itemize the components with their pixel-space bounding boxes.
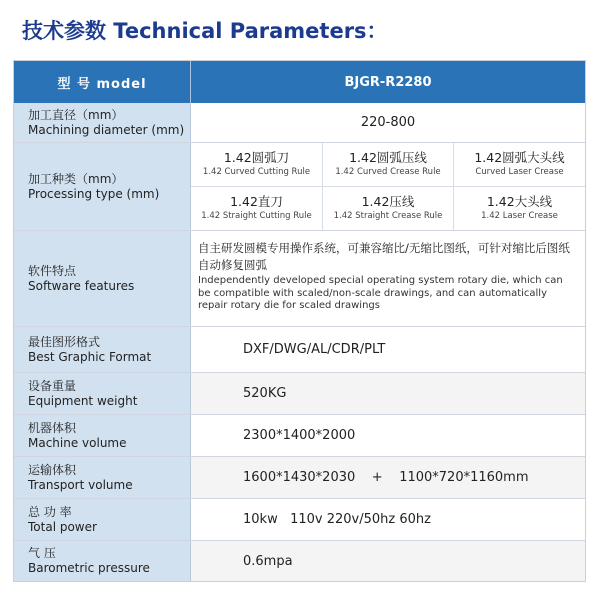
processing-type-label: [14, 143, 191, 230]
cell-zh: 1.42圆弧大头线: [474, 150, 565, 166]
processing-cell: [323, 187, 454, 231]
software-features-en: Independently developed special operating system rotary die, which can be compatible with scaled/non-scale drawings, and can automatically repair rotary die for scaled drawings: [198, 275, 563, 311]
graphic-format-label: [14, 327, 191, 372]
cell-zh: 1.42压线: [361, 194, 415, 210]
software-features-row: [14, 231, 585, 327]
machine-volume-value: 2300*1400*2000: [191, 415, 585, 456]
processing-cell: [191, 143, 323, 187]
barometric-pressure-value: 0.6mpa: [191, 541, 585, 581]
spec-table: [13, 60, 586, 582]
label-en: Barometric pressure: [28, 561, 150, 575]
machining-diameter-row: [14, 103, 585, 143]
equipment-weight-row: [14, 373, 585, 415]
total-power-row: [14, 499, 585, 541]
label-en: Total power: [28, 519, 97, 534]
barometric-pressure-label: [14, 541, 191, 581]
page-title: 技术参数 Technical Parameters：: [22, 19, 388, 43]
software-features-label: [14, 231, 191, 326]
label-zh: 最佳图形格式: [28, 334, 101, 349]
machining-diameter-label: [14, 103, 191, 142]
software-features-value: [191, 231, 585, 326]
graphic-format-row: [14, 327, 585, 373]
model-header-value: BJGR-R2280: [191, 61, 585, 103]
label-en: Transport volume: [28, 477, 133, 492]
cell-en: 1.42 Laser Crease: [481, 211, 558, 222]
table-header-row: [14, 61, 585, 103]
label-en: Software features: [28, 278, 135, 293]
total-power-value: 10kw 110v 220v/50hz 60hz: [191, 499, 585, 540]
cell-en: Curved Laser Crease: [475, 167, 564, 178]
machine-volume-label: [14, 415, 191, 456]
label-zh: 加工种类（mm）: [28, 171, 124, 186]
label-en: Best Graphic Format: [28, 349, 152, 364]
label-zh: 机器体积: [28, 420, 77, 435]
cell-en: 1.42 Curved Cutting Rule: [202, 167, 311, 178]
label-zh: 运输体积: [28, 462, 77, 477]
cell-zh: 1.42圆弧压线: [349, 150, 427, 166]
cell-en: 1.42 Curved Crease Rule: [335, 167, 441, 178]
label-zh: 气 压: [28, 546, 56, 560]
total-power-label: [14, 499, 191, 540]
graphic-format-value: DXF/DWG/AL/CDR/PLT: [191, 327, 585, 372]
software-features-zh: 自主研发圆模专用操作系统，可兼容缩比/无缩比图纸，可针对缩比后图纸自动修复圆弧: [198, 241, 570, 272]
label-en: Machining diameter (mm): [28, 122, 185, 137]
label-zh: 设备重量: [28, 378, 77, 393]
processing-cell: [454, 143, 585, 187]
transport-volume-row: [14, 457, 585, 499]
label-zh: 总 功 率: [28, 504, 72, 519]
label-en: Equipment weight: [28, 393, 138, 408]
barometric-pressure-row: [14, 541, 585, 581]
cell-zh: 1.42直刀: [230, 194, 283, 210]
equipment-weight-label: [14, 373, 191, 414]
model-header-label: 型 号 model: [14, 61, 191, 103]
transport-volume-value: 1600*1430*2030 + 1100*720*1160mm: [191, 457, 585, 498]
processing-cell: [323, 143, 454, 187]
equipment-weight-value: 520KG: [191, 373, 585, 414]
cell-en: 1.42 Straight Cutting Rule: [201, 211, 312, 222]
label-en: Processing type (mm): [28, 186, 160, 201]
processing-type-grid: [191, 143, 585, 230]
label-zh: 加工直径（mm）: [28, 107, 124, 122]
label-en: Machine volume: [28, 435, 127, 450]
processing-type-row: [14, 143, 585, 231]
transport-volume-label: [14, 457, 191, 498]
label-zh: 软件特点: [28, 263, 77, 278]
processing-cell: [191, 187, 323, 231]
machining-diameter-value: 220-800: [191, 103, 585, 142]
processing-cell: [454, 187, 585, 231]
cell-zh: 1.42大头线: [486, 194, 553, 210]
cell-en: 1.42 Straight Crease Rule: [333, 211, 443, 222]
cell-zh: 1.42圆弧刀: [223, 150, 290, 166]
machine-volume-row: [14, 415, 585, 457]
